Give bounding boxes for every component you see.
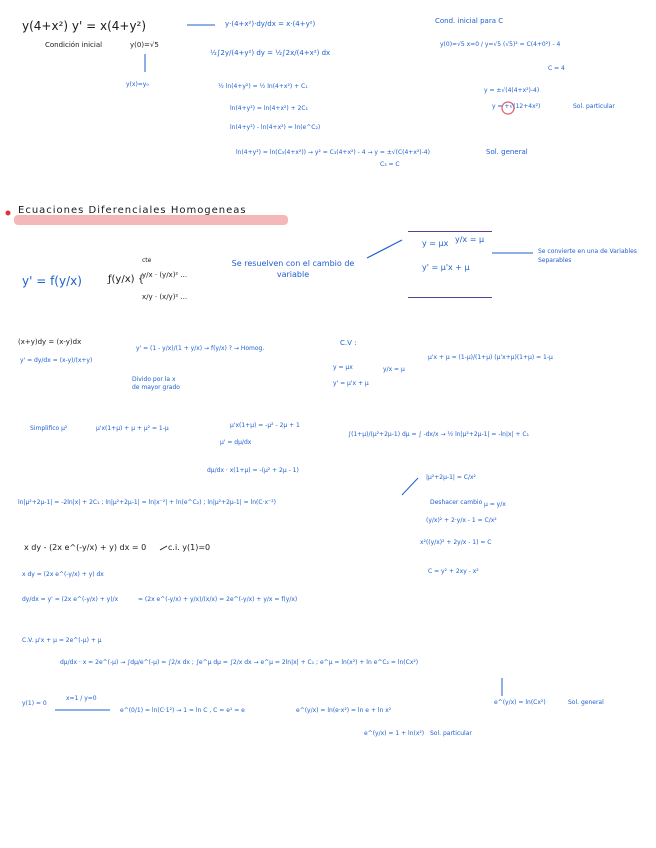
ex2-cv2: y' = μ'x + μ [333, 380, 369, 387]
homog-case2: x/y · (x/y)² ... [142, 293, 188, 301]
homog-sub1: y = μx [422, 239, 449, 248]
ex1-separate: y·(4+x²)·dy/dx = x·(4+y²) [225, 20, 316, 28]
ex3-e-const: e^(0/1) = ln(C·1²) → 1 = ln C , C = e¹ = e [120, 707, 245, 714]
ex1-condition-label: Condición inicial [45, 41, 103, 49]
ex1-condition-value: y(0)=√5 [130, 41, 159, 49]
homog-form: y' = f(y/x) [22, 274, 82, 288]
ex3-ic-vals: x=1 / y=0 [66, 695, 97, 702]
ex3-step2: dy/dx = y' = (2x e^(-y/x) + y)/x [22, 596, 119, 603]
ex1-step3: ln(4+y²) - ln(4+x²) = ln(e^C₂) [230, 124, 321, 131]
ex1-c-value: C = 4 [548, 65, 565, 72]
ex1-c-note: C₃ = C [380, 161, 400, 168]
ex1-cond-title: Cond. inicial para C [435, 17, 504, 25]
ex1-equation: y(4+x²) y' = x(4+y²) [22, 19, 147, 33]
ex2-final: C = y² + 2xy - x² [428, 568, 479, 575]
ex2-abs: |μ²+2μ-1| = C/x² [426, 474, 476, 481]
ex2-log: ln|μ²+2μ-1| = -2ln|x| + 2C₁ ; ln|μ²+2μ-1| = ln|x⁻²| + ln(e^C₂) ; ln|μ²+2μ-1| = ln(C·x⁻²) [18, 499, 276, 506]
ex2-integral: ∫(1+μ)/(μ²+2μ-1) dμ = ∫ -dx/x → ½ ln|μ²+2μ-1| = -ln|x| + C₁ [348, 431, 529, 438]
ex1-y-pm: y = ±√(4(4+x²)-4) [484, 87, 540, 94]
ex2-back2: μ = y/x [484, 501, 506, 508]
ex2-cv1: y = μx [333, 364, 353, 371]
ex3-ci: c.i. y(1)=0 [168, 543, 211, 552]
ex2-sep2: μ' = dμ/dx [220, 439, 252, 446]
ex1-sol-particular: Sol. particular [573, 103, 615, 110]
ex2-note: Divido por la x de mayor grado [132, 376, 180, 391]
ex3-e-gen: e^(y/x) = ln(Cx²) [494, 699, 546, 706]
ex2-back3: (y/x)² + 2·y/x - 1 = C/x² [426, 517, 497, 524]
ex2-sep1: μ'x(1+μ) = -μ² - 2μ + 1 [230, 422, 300, 429]
homog-case1: y/x · (y/x)² ... [142, 271, 188, 279]
section-title: Ecuaciones Diferenciales Homogeneas [18, 205, 247, 216]
homog-cases-label: cte [142, 257, 152, 264]
ex1-integral: ½∫2y/(4+y²) dy = ½∫2x/(4+x²) dx [210, 49, 331, 57]
ex2-back: Deshacer cambio [430, 499, 483, 506]
ex2-yprime: y' = dy/dx = (x-y)/(x+y) [20, 357, 93, 364]
homog-ratio: y/x = μ [455, 235, 485, 244]
ex1-step2: ln(4+y²) = ln(4+x²) + 2C₁ [230, 105, 308, 112]
exp-mark [160, 546, 167, 550]
ex1-sol-general: Sol. general [486, 148, 528, 156]
ex2-cv: C.V : [340, 339, 357, 347]
ex3-step1: x dy = (2x e^(-y/x) + y) dx [22, 571, 104, 578]
homog-f: ƒ(y/x) { [108, 274, 145, 285]
ex1-step4: ln(4+y²) = ln(C₃(4+x²)) → y² = C₃(4+x²) - 4 → y = ±√(C(4+x²)-4) [236, 149, 430, 156]
ex1-y-part: y = +√(12+4x²) [492, 103, 541, 110]
ex3-equation: x dy - (2x e^(-y/x) + y) dx = 0 [24, 543, 147, 552]
ex2-simplify-label: Simplifico μ² [30, 425, 68, 432]
ex1-yx: y(x)=y₀ [126, 81, 149, 88]
ex2-equation: (x+y)dy = (x-y)dx [18, 338, 82, 346]
ex3-sol-general: Sol. general [568, 699, 604, 706]
ex2-sep3: dμ/dx · x(1+μ) = -(μ² + 2μ - 1) [207, 467, 299, 474]
ex3-ic: y(1) = 0 [22, 700, 47, 707]
ex3-e-sol: e^(y/x) = ln(e·x²) = ln e + ln x² [296, 707, 392, 714]
arrow-to-substitution [367, 240, 402, 258]
homog-sub2: y' = μ'x + μ [422, 263, 470, 272]
ex2-expand: μ'x(1+μ) + μ + μ² = 1-μ [96, 425, 169, 432]
ex2-back4: x²((y/x)² + 2y/x - 1) = C [420, 539, 492, 546]
ex2-sub: μ'x + μ = (1-μ)/(1+μ) (μ'x+μ)(1+μ) = 1-μ [428, 354, 553, 361]
arrow-to-abs [402, 478, 418, 495]
ex2-cv3: y/x = μ [383, 366, 405, 373]
ex3-integral: dμ/dx · x = 2e^(-μ) → ∫dμ/e^(-μ) = ∫2/x dx ; ∫e^μ dμ = ∫2/x dx → e^μ = 2ln|x| + C₁ ; e^μ = ln(x²) + ln e^C₂ = ln(Cx²) [60, 659, 419, 666]
ex3-sol-particular: Sol. particular [430, 730, 472, 737]
ex1-cond-eq: y(0)=√5 x=0 / y=√5 (√5)² = C(4+0²) - 4 [440, 41, 561, 48]
ex3-e-part: e^(y/x) = 1 + ln(x²) [364, 730, 425, 737]
ex3-step3: = (2x e^(-y/x) + y/x)/(x/x) = 2e^(-y/x) + y/x = f(y/x) [138, 596, 298, 603]
ex3-cv: C.V. μ'x + μ = 2e^(-μ) + μ [22, 637, 102, 644]
ex1-step1: ½ ln(4+y²) = ½ ln(4+x²) + C₁ [218, 83, 308, 90]
homog-result: Se convierte en una de Variables Separables [538, 248, 637, 264]
title-highlight [14, 215, 288, 225]
homog-method: Se resuelven con el cambio de variable [231, 259, 355, 280]
ex2-ratio: y' = (1 - y/x)/(1 + y/x) → f(y/x) ? → Homog. [136, 345, 265, 352]
section-bullet [6, 211, 11, 216]
